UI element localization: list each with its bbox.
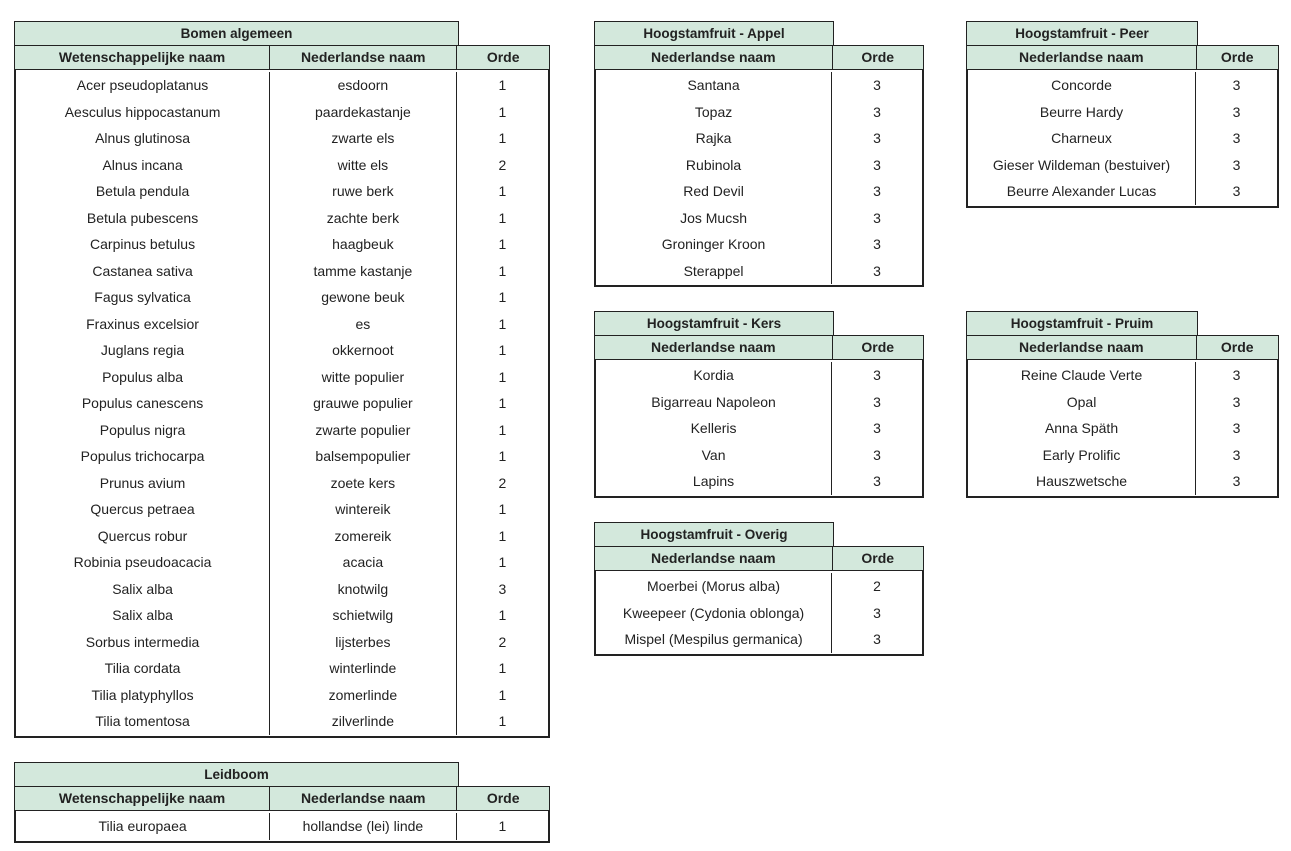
table-row	[16, 708, 548, 735]
table-row	[16, 258, 548, 285]
table-cell[interactable]: 3	[1232, 446, 1241, 463]
table-cell[interactable]: Charneux	[968, 125, 1196, 152]
table-cell[interactable]: witte populier	[270, 364, 457, 391]
column-header[interactable]: Nederlandse naam	[595, 336, 833, 359]
table-cell[interactable]: 3	[498, 580, 507, 597]
table-row	[968, 99, 1277, 126]
table-cell[interactable]: 3	[1232, 130, 1241, 146]
table-row	[968, 72, 1277, 99]
table-row	[16, 311, 548, 338]
table-row	[596, 626, 922, 653]
table-row	[16, 99, 548, 126]
table-row	[16, 523, 548, 550]
table-cell[interactable]: 1	[498, 315, 507, 332]
table-cell[interactable]: Fagus sylvatica	[16, 284, 270, 311]
table-cell[interactable]: Mispel (Mespilus germanica)	[596, 626, 832, 653]
table-body	[594, 70, 924, 287]
table-cell[interactable]: 1	[498, 236, 507, 252]
table-cell[interactable]: Aesculus hippocastanum	[16, 99, 270, 126]
table-cell[interactable]: 1	[498, 130, 507, 146]
table-cell[interactable]: Kelleris	[596, 415, 832, 442]
column-header[interactable]: Orde	[861, 339, 895, 355]
column-header[interactable]: Nederlandse naam	[595, 46, 833, 69]
table-cell[interactable]: Rajka	[596, 125, 832, 152]
table-row	[596, 600, 922, 627]
table-title: Hoogstamfruit - Kers	[594, 311, 834, 335]
header-row	[14, 45, 550, 70]
table-title: Bomen algemeen	[14, 21, 459, 45]
table-row	[16, 72, 548, 99]
table-cell[interactable]: 2	[498, 156, 507, 173]
table-cell[interactable]: ruwe berk	[270, 178, 457, 205]
table-row	[16, 629, 548, 656]
table-cell[interactable]: Opal	[968, 389, 1196, 416]
table-row	[16, 813, 548, 840]
table-row	[16, 682, 548, 709]
table-row	[596, 72, 922, 99]
table-cell[interactable]: winterlinde	[270, 655, 457, 682]
table-row	[16, 496, 548, 523]
table-cell[interactable]: 3	[873, 209, 881, 226]
table-cell[interactable]: Santana	[596, 72, 832, 99]
table-cell[interactable]: 3	[1232, 103, 1241, 120]
table-cell[interactable]: wintereik	[270, 496, 457, 523]
table-cell[interactable]: Topaz	[596, 99, 832, 126]
table-cell[interactable]: 1	[498, 209, 507, 226]
table-row	[596, 99, 922, 126]
header-row	[594, 546, 924, 571]
table-row	[596, 152, 922, 179]
table-cell[interactable]: 3	[1232, 367, 1241, 383]
table-cell[interactable]: 1	[498, 421, 507, 438]
column-header[interactable]: Orde	[486, 49, 520, 65]
table-cell[interactable]: 3	[873, 236, 881, 252]
table-row	[16, 284, 548, 311]
table-cell[interactable]: Prunus avium	[16, 470, 270, 497]
table-cell[interactable]: zomerlinde	[270, 682, 457, 709]
table-cell[interactable]: 3	[873, 183, 881, 199]
table-cell[interactable]: Gieser Wildeman (bestuiver)	[968, 152, 1196, 179]
table-cell[interactable]: 1	[498, 289, 507, 305]
table-cell[interactable]: Lapins	[596, 468, 832, 495]
table-cell[interactable]: tamme kastanje	[270, 258, 457, 285]
table-cell[interactable]: 2	[498, 474, 507, 491]
table-row	[16, 390, 548, 417]
table-body	[966, 360, 1279, 498]
table-row	[596, 362, 922, 389]
table-cell[interactable]: Jos Mucsh	[596, 205, 832, 232]
column-header[interactable]: Nederlandse naam	[270, 46, 457, 69]
table-row	[596, 468, 922, 495]
header-row	[966, 45, 1279, 70]
table-cell[interactable]: 3	[873, 446, 881, 463]
table-row	[596, 415, 922, 442]
table-cell[interactable]: 3	[873, 473, 881, 489]
table-cell[interactable]: paardekastanje	[270, 99, 457, 126]
table-row	[16, 364, 548, 391]
table-cell[interactable]: Castanea sativa	[16, 258, 270, 285]
table-cell[interactable]: gewone beuk	[270, 284, 457, 311]
table-cell[interactable]: 1	[498, 103, 507, 120]
table-cell[interactable]: 3	[873, 393, 881, 410]
table-row	[16, 417, 548, 444]
table-cell[interactable]: Bigarreau Napoleon	[596, 389, 832, 416]
table-cell[interactable]: 3	[1232, 420, 1241, 436]
table-cell[interactable]: Tilia cordata	[16, 655, 270, 682]
table-row	[596, 389, 922, 416]
column-header[interactable]: Orde	[1220, 49, 1254, 65]
table-cell[interactable]: 3	[873, 420, 881, 436]
table-row	[596, 573, 922, 600]
table-cell[interactable]: 1	[498, 183, 507, 199]
table-cell[interactable]: 1	[498, 342, 507, 358]
table-cell[interactable]: 3	[1232, 393, 1241, 410]
table-row	[968, 468, 1277, 495]
table-row	[596, 178, 922, 205]
table-cell[interactable]: 3	[873, 130, 881, 146]
table-row	[16, 178, 548, 205]
table-cell[interactable]: 1	[498, 607, 507, 623]
table-cell[interactable]: Acer pseudoplatanus	[16, 72, 270, 99]
table-cell[interactable]: Quercus robur	[16, 523, 270, 550]
table-cell[interactable]: Juglans regia	[16, 337, 270, 364]
table-cell[interactable]: Populus trichocarpa	[16, 443, 270, 470]
table-row	[596, 231, 922, 258]
table-cell[interactable]: lijsterbes	[270, 629, 457, 656]
table-cell[interactable]: grauwe populier	[270, 390, 457, 417]
table-row	[968, 178, 1277, 205]
table-cell[interactable]: Alnus incana	[16, 152, 270, 179]
table-row	[968, 389, 1277, 416]
table-cell[interactable]: 1	[498, 501, 507, 517]
table-cell[interactable]: 3	[873, 103, 881, 120]
table-cell[interactable]: Tilia europaea	[16, 813, 270, 840]
table-cell[interactable]: 3	[873, 604, 881, 621]
table-row	[968, 442, 1277, 469]
table-body	[14, 811, 550, 843]
table-cell[interactable]: es	[270, 311, 457, 338]
table-cell[interactable]: Populus canescens	[16, 390, 270, 417]
table-cell[interactable]: zomereik	[270, 523, 457, 550]
table-cell[interactable]: Sorbus intermedia	[16, 629, 270, 656]
table-cell[interactable]: 1	[498, 713, 507, 729]
table-cell[interactable]: Concorde	[968, 72, 1196, 99]
table-cell[interactable]: Salix alba	[16, 602, 270, 629]
header-row	[966, 335, 1279, 360]
table-cell[interactable]: 3	[873, 367, 881, 383]
table-title: Hoogstamfruit - Peer	[966, 21, 1198, 45]
column-header[interactable]: Orde	[861, 49, 895, 65]
table-cell[interactable]: 1	[498, 395, 507, 411]
table-cell[interactable]: zwarte els	[270, 125, 457, 152]
table-body	[594, 571, 924, 656]
table-cell[interactable]: zilverlinde	[270, 708, 457, 735]
table-cell[interactable]: Betula pendula	[16, 178, 270, 205]
table-cell[interactable]: hollandse (lei) linde	[270, 813, 457, 840]
table-row	[16, 602, 548, 629]
column-header[interactable]: Nederlandse naam	[595, 547, 833, 570]
header-row	[594, 335, 924, 360]
table-cell[interactable]: Van	[596, 442, 832, 469]
column-header[interactable]: Wetenschappelijke naam	[15, 46, 270, 69]
table-cell[interactable]: Fraxinus excelsior	[16, 311, 270, 338]
table-cell[interactable]: Beurre Alexander Lucas	[968, 178, 1196, 205]
table-row	[968, 152, 1277, 179]
table-cell[interactable]: 3	[873, 77, 881, 93]
table-cell[interactable]: witte els	[270, 152, 457, 179]
table-cell[interactable]: esdoorn	[270, 72, 457, 99]
column-header[interactable]: Orde	[486, 790, 520, 806]
table-cell[interactable]: 1	[498, 527, 507, 544]
table-cell[interactable]: 1	[498, 660, 507, 676]
table-cell[interactable]: balsempopulier	[270, 443, 457, 470]
column-header[interactable]: Orde	[861, 550, 895, 566]
table-row	[16, 125, 548, 152]
table-row	[16, 470, 548, 497]
table-cell[interactable]: 3	[873, 262, 881, 279]
table-cell[interactable]: Reine Claude Verte	[968, 362, 1196, 389]
table-cell[interactable]: 3	[1232, 183, 1241, 199]
table-cell[interactable]: Quercus petraea	[16, 496, 270, 523]
column-header[interactable]: Nederlandse naam	[967, 46, 1197, 69]
table-body	[14, 70, 550, 738]
column-header[interactable]: Nederlandse naam	[967, 336, 1197, 359]
table-row	[968, 415, 1277, 442]
table-cell[interactable]: Kweepeer (Cydonia oblonga)	[596, 600, 832, 627]
table-row	[968, 125, 1277, 152]
table-cell[interactable]: Kordia	[596, 362, 832, 389]
table-cell[interactable]: 1	[498, 448, 507, 464]
table-row	[596, 125, 922, 152]
table-cell[interactable]: Tilia tomentosa	[16, 708, 270, 735]
table-row	[596, 258, 922, 285]
table-cell[interactable]: acacia	[270, 549, 457, 576]
table-cell[interactable]: 3	[1232, 156, 1241, 173]
table-title: Hoogstamfruit - Appel	[594, 21, 834, 45]
column-header[interactable]: Wetenschappelijke naam	[15, 787, 270, 810]
table-cell[interactable]: zwarte populier	[270, 417, 457, 444]
table-row	[16, 152, 548, 179]
table-cell[interactable]: Populus alba	[16, 364, 270, 391]
table-cell[interactable]: 3	[1232, 77, 1241, 93]
table-cell[interactable]: schietwilg	[270, 602, 457, 629]
table-cell[interactable]: Hauszwetsche	[968, 468, 1196, 495]
column-header[interactable]: Nederlandse naam	[270, 787, 457, 810]
table-cell[interactable]: Salix alba	[16, 576, 270, 603]
table-cell[interactable]: Carpinus betulus	[16, 231, 270, 258]
header-row	[594, 45, 924, 70]
table-cell[interactable]: okkernoot	[270, 337, 457, 364]
table-cell[interactable]: 2	[873, 578, 881, 594]
table-cell[interactable]: Beurre Hardy	[968, 99, 1196, 126]
table-body	[594, 360, 924, 498]
table-cell[interactable]: 1	[498, 554, 507, 570]
table-cell[interactable]: 1	[498, 686, 507, 703]
table-cell[interactable]: Robinia pseudoacacia	[16, 549, 270, 576]
table-cell[interactable]: knotwilg	[270, 576, 457, 603]
table-row	[16, 205, 548, 232]
table-cell[interactable]: Red Devil	[596, 178, 832, 205]
table-cell[interactable]: Groninger Kroon	[596, 231, 832, 258]
table-row	[16, 576, 548, 603]
table-cell[interactable]: Rubinola	[596, 152, 832, 179]
table-cell[interactable]: Betula pubescens	[16, 205, 270, 232]
table-row	[596, 442, 922, 469]
table-row	[16, 231, 548, 258]
table-cell[interactable]: Alnus glutinosa	[16, 125, 270, 152]
table-cell[interactable]: Tilia platyphyllos	[16, 682, 270, 709]
table-row	[16, 443, 548, 470]
column-header[interactable]: Orde	[1220, 339, 1254, 355]
table-cell[interactable]: 1	[498, 77, 507, 93]
table-title: Hoogstamfruit - Overig	[594, 522, 834, 546]
table-cell[interactable]: Early Prolific	[968, 442, 1196, 469]
table-cell[interactable]: 1	[498, 262, 507, 279]
table-title: Hoogstamfruit - Pruim	[966, 311, 1198, 335]
table-cell[interactable]: Moerbei (Morus alba)	[596, 573, 832, 600]
table-row	[16, 655, 548, 682]
table-cell[interactable]: zoete kers	[270, 470, 457, 497]
table-cell[interactable]: Populus nigra	[16, 417, 270, 444]
table-cell[interactable]: Anna Späth	[968, 415, 1196, 442]
header-row	[14, 786, 550, 811]
table-row	[16, 337, 548, 364]
table-cell[interactable]: 3	[873, 156, 881, 173]
table-cell[interactable]: zachte berk	[270, 205, 457, 232]
table-row	[596, 205, 922, 232]
table-cell[interactable]: Sterappel	[596, 258, 832, 285]
table-cell[interactable]: 3	[873, 631, 881, 647]
table-row	[968, 362, 1277, 389]
table-body	[966, 70, 1279, 208]
table-cell[interactable]: 1	[498, 368, 507, 385]
table-row	[16, 549, 548, 576]
table-title: Leidboom	[14, 762, 459, 786]
table-cell[interactable]: 2	[498, 633, 507, 650]
table-cell[interactable]: 3	[1232, 473, 1241, 489]
table-cell[interactable]: 1	[498, 818, 507, 834]
table-cell[interactable]: haagbeuk	[270, 231, 457, 258]
